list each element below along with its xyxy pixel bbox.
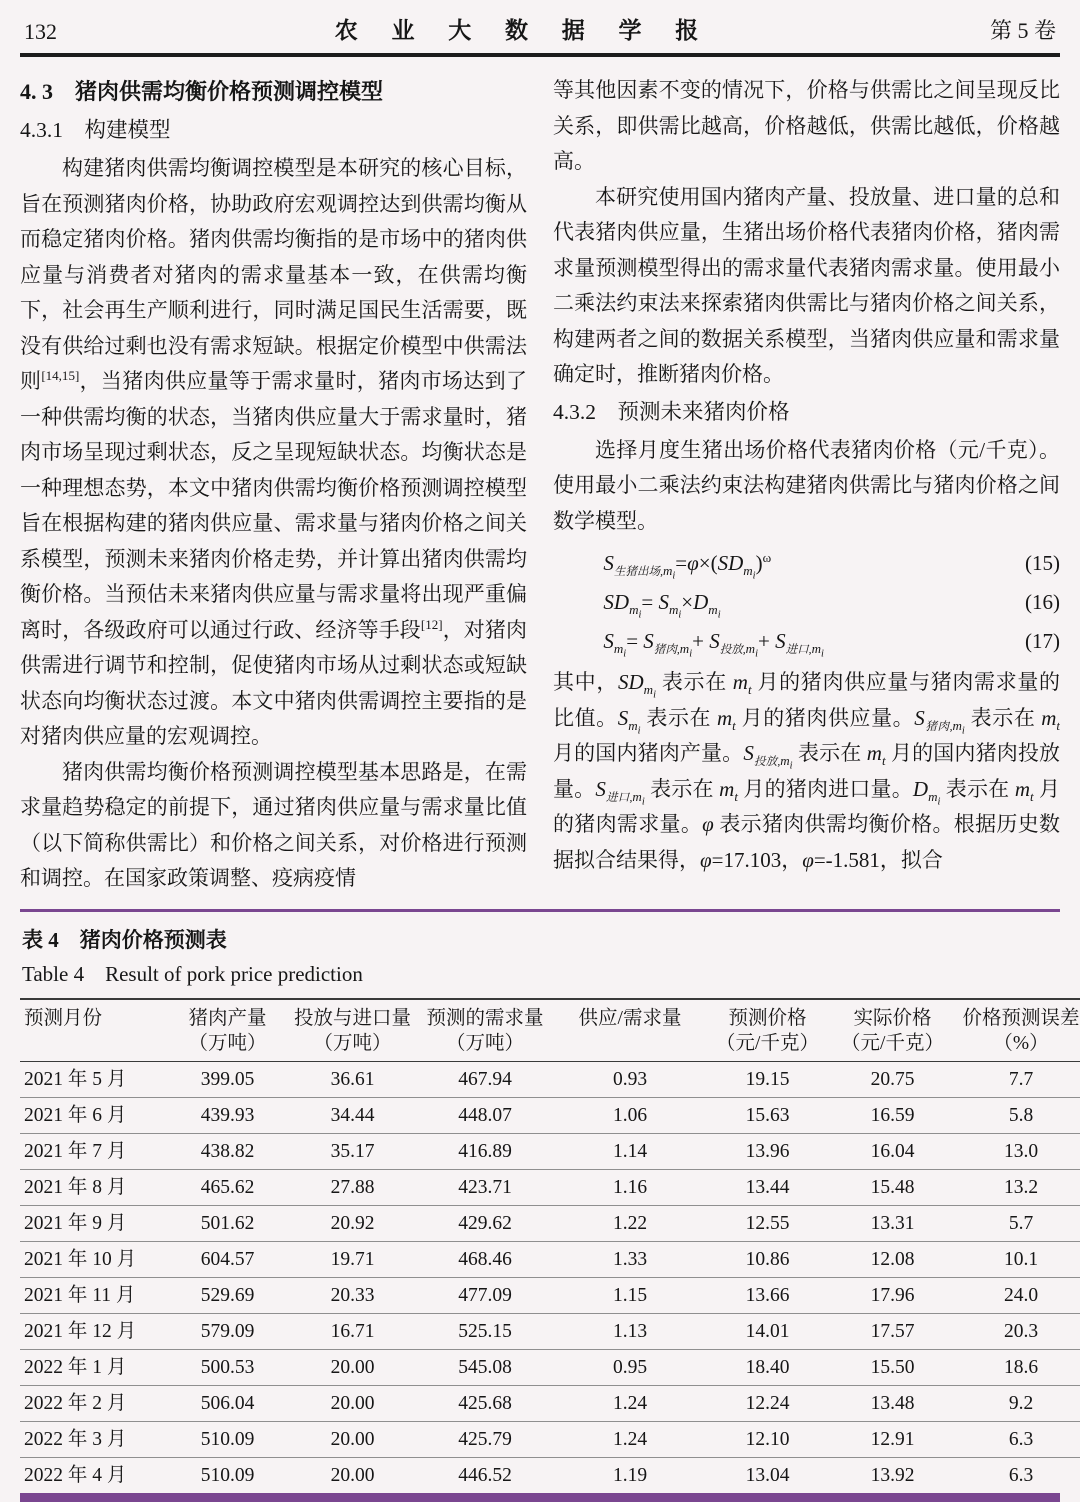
table-body xyxy=(20,1062,1080,1494)
table-cell: 2021 年 10 月 xyxy=(20,1242,170,1278)
table-cell: 604.57 xyxy=(170,1242,285,1278)
table-cell: 1.33 xyxy=(550,1242,710,1278)
table-cell: 2021 年 11 月 xyxy=(20,1278,170,1314)
table-cell: 425.68 xyxy=(420,1386,550,1422)
table-cell: 16.59 xyxy=(825,1098,960,1134)
table-cell: 0.95 xyxy=(550,1350,710,1386)
table-cell: 1.24 xyxy=(550,1386,710,1422)
table-cell: 20.75 xyxy=(825,1062,960,1098)
table-cell: 465.62 xyxy=(170,1170,285,1206)
table-section xyxy=(20,909,1080,1502)
table-cell: 7.7 xyxy=(960,1062,1080,1098)
table-cell: 1.14 xyxy=(550,1134,710,1170)
table-cell: 5.7 xyxy=(960,1206,1080,1242)
table-cell: 15.63 xyxy=(710,1098,825,1134)
section-heading-4-3-1: 4.3.1 构建模型 xyxy=(20,118,171,142)
table-cell: 16.71 xyxy=(285,1314,420,1350)
table-cell: 6.3 xyxy=(960,1422,1080,1458)
table-cell: 20.3 xyxy=(960,1314,1080,1350)
table-cell: 399.05 xyxy=(170,1062,285,1098)
column-header: 实际价格 （元/千克） xyxy=(825,999,960,1062)
table-cell: 416.89 xyxy=(420,1134,550,1170)
table-cell: 2022 年 2 月 xyxy=(20,1386,170,1422)
table-cell: 2022 年 4 月 xyxy=(24,1465,127,1486)
table-cell: 18.6 xyxy=(960,1350,1080,1386)
table-cell: 1.24 xyxy=(550,1422,710,1458)
table-row xyxy=(20,1422,1080,1458)
table-cell: 13.2 xyxy=(960,1170,1080,1206)
paragraph-price-selection: 选择月度生猪出场价格代表猪肉价格（元/千克）。使用最小二乘法约束法构建猪肉供需比与猪肉价格之间数学模型。 xyxy=(553,437,1060,533)
table-cell: 438.82 xyxy=(170,1134,285,1170)
table-cell: 448.07 xyxy=(420,1098,550,1134)
table-cell: 12.55 xyxy=(710,1206,825,1242)
table-cell: 12.24 xyxy=(710,1386,825,1422)
table-cell: 20.92 xyxy=(285,1206,420,1242)
table-cell: 2021 年 12 月 xyxy=(20,1314,170,1350)
table-cell: 510.09 xyxy=(170,1422,285,1458)
equation-17-body: $S_{m_i}= S_{猪肉,m_i}+ S_{投放,m_i}+ S_{进口,m_i}$ xyxy=(603,629,824,660)
section-heading-4-3-2: 4.3.2 预测未来猪肉价格 xyxy=(553,399,790,424)
column-header: 预测月份 xyxy=(20,999,170,1062)
table-cell: 12.91 xyxy=(825,1422,960,1458)
table-row xyxy=(20,1278,1080,1314)
table-bottom-accent-bar xyxy=(20,1493,1060,1502)
table-cell: 13.04 xyxy=(745,1465,790,1486)
table-cell: 10.1 xyxy=(960,1242,1080,1278)
table-cell: 0.93 xyxy=(550,1062,710,1098)
table-cell: 13.92 xyxy=(870,1465,915,1486)
table-row xyxy=(20,1170,1080,1206)
running-head xyxy=(20,0,1060,57)
table-header-row xyxy=(20,999,1080,1062)
table-cell: 5.8 xyxy=(960,1098,1080,1134)
right-column xyxy=(553,73,1060,895)
equation-17 xyxy=(553,626,1060,660)
article-body xyxy=(20,73,1060,895)
table-cell: 10.86 xyxy=(710,1242,825,1278)
column-header: 投放与进口量 （万吨） xyxy=(285,999,420,1062)
table-cell: 15.48 xyxy=(825,1170,960,1206)
table-cell: 20.33 xyxy=(285,1278,420,1314)
table-row xyxy=(20,1350,1080,1386)
table-cell: 13.66 xyxy=(710,1278,825,1314)
table-cell: 439.93 xyxy=(170,1098,285,1134)
table-cell: 6.3 xyxy=(1008,1465,1034,1486)
table-cell: 510.09 xyxy=(200,1465,255,1486)
table-row xyxy=(20,1386,1080,1422)
section-heading-4-3: 4. 3 猪肉供需均衡价格预测调控模型 xyxy=(20,79,384,104)
equation-15 xyxy=(553,548,1060,582)
left-column xyxy=(20,73,527,895)
table-cell: 35.17 xyxy=(285,1134,420,1170)
volume-label: 第 5 卷 xyxy=(989,18,1056,43)
table-cell: 1.13 xyxy=(550,1314,710,1350)
table-cell: 2022 年 1 月 xyxy=(20,1350,170,1386)
table-cell: 15.50 xyxy=(825,1350,960,1386)
table-cell: 468.46 xyxy=(420,1242,550,1278)
page-number: 132 xyxy=(24,19,57,44)
table-cell: 2022 年 3 月 xyxy=(20,1422,170,1458)
table-cell: 429.62 xyxy=(420,1206,550,1242)
table-cell: 14.01 xyxy=(710,1314,825,1350)
table-cell: 20.00 xyxy=(285,1386,420,1422)
equation-17-number: (17) xyxy=(1025,629,1060,653)
column-header: 供应/需求量 xyxy=(550,999,710,1062)
table-cell: 500.53 xyxy=(170,1350,285,1386)
table-cell: 19.15 xyxy=(710,1062,825,1098)
column-header: 预测价格 （元/千克） xyxy=(710,999,825,1062)
paragraph-model-construction: 构建猪肉供需均衡调控模型是本研究的核心目标，旨在预测猪肉价格，协助政府宏观调控达到供需均衡从而稳定猪肉价格。猪肉供需均衡指的是市场中的猪肉供应量与消费者对猪肉的需求量基本一致，在供需均衡下，社会再生产顺利进行，同时满足国民生活需要，既没有供给过剩也没有需求短缺。根据定价模型中供需法则[14,15]，当猪肉供应量等于需求量时，猪肉市场达到了一种供需均衡的状态，当猪肉供应量大于需求量时，猪肉市场呈现过剩状态，反之呈现短缺状态。均衡状态是一种理想态势，本文中猪肉供需均衡价格预测调控模型旨在根据构建的猪肉供应量、需求量与猪肉价格之间关系模型，预测未来猪肉价格走势，并计算出猪肉供需均衡价格。当预估未来猪肉供应量与需求量将出现严重偏离时，各级政府可以通过行政、经济等手段[12]，对猪肉供需进行调节和控制，促使猪肉市场从过剩状态或短缺状态向均衡状态过渡。本文中猪肉供需调控主要指的是对猪肉供应量的宏观调控。 xyxy=(20,156,528,748)
table-cell: 1.15 xyxy=(550,1278,710,1314)
table-cell: 17.57 xyxy=(825,1314,960,1350)
table-cell: 1.16 xyxy=(550,1170,710,1206)
table-cell: 477.09 xyxy=(420,1278,550,1314)
table-row xyxy=(20,1134,1080,1170)
pork-price-prediction-table xyxy=(20,998,1080,1493)
table-cell: 2021 年 7 月 xyxy=(20,1134,170,1170)
table-cell: 1.22 xyxy=(550,1206,710,1242)
table-top-accent-rule xyxy=(20,909,1060,912)
table-cell: 2021 年 5 月 xyxy=(20,1062,170,1098)
table-cell: 17.96 xyxy=(825,1278,960,1314)
table-cell: 1.06 xyxy=(550,1098,710,1134)
table-caption-zh: 表 4 猪肉价格预测表 xyxy=(22,928,227,952)
paragraph-basic-idea: 猪肉供需均衡价格预测调控模型基本思路是，在需求量趋势稳定的前提下，通过猪肉供应量与需求量比值（以下简称供需比）和价格之间关系，对价格进行预测和调控。在国家政策调整、疫病疫情 xyxy=(20,759,527,890)
table-header xyxy=(20,999,1080,1062)
paragraph-symbol-explanation: 其中，$SD_{m_i}$ 表示在 $m_t$ 月的猪肉供应量与猪肉需求量的比值。$S_{m_i}$ 表示在 $m_t$ 月的猪肉供应量。$S_{猪肉,m_i}$ 表示在 $m_t$ 月的国内猪肉产量。$S_{投放,m_i}$ 表示在 $m_t$ 月的国内猪肉投放量。$S_{进口,m_i}$ 表示在 $m_t$ 月的猪肉进口量。$D_{m_i}$ 表示在 $m_t$ 月的猪肉需求量。φ 表示猪肉供需均衡价格。根据历史数据拟合结果得，φ=17.103，φ=-1.581，拟合 xyxy=(553,670,1060,872)
equation-16 xyxy=(553,587,1060,621)
table-cell: 20.00 xyxy=(330,1465,375,1486)
table-row xyxy=(20,1458,1080,1494)
table-cell: 446.52 xyxy=(458,1465,512,1486)
table-row xyxy=(20,1314,1080,1350)
paragraph-continuation: 等其他因素不变的情况下，价格与供需比之间呈现反比关系，即供需比越高，价格越低，供需比越低，价格越高。 xyxy=(553,78,1060,173)
column-header: 猪肉产量 （万吨） xyxy=(170,999,285,1062)
table-cell: 12.08 xyxy=(825,1242,960,1278)
table-cell: 34.44 xyxy=(285,1098,420,1134)
table-cell: 20.00 xyxy=(285,1350,420,1386)
table-cell: 9.2 xyxy=(960,1386,1080,1422)
table-cell: 2021 年 6 月 xyxy=(20,1098,170,1134)
equation-15-number: (15) xyxy=(1025,551,1060,575)
table-row xyxy=(20,1062,1080,1098)
column-header: 预测的需求量 （万吨） xyxy=(420,999,550,1062)
table-cell: 501.62 xyxy=(170,1206,285,1242)
paragraph-research-data: 本研究使用国内猪肉产量、投放量、进口量的总和代表猪肉供应量，生猪出场价格代表猪肉价格，猪肉需求量预测模型得出的需求量代表猪肉需求量。使用最小二乘法约束法来探索猪肉供需比与猪肉价格之间关系，构建两者之间的数据关系模型，当猪肉供应量和需求量确定时，推断猪肉价格。 xyxy=(553,184,1060,386)
table-cell: 16.04 xyxy=(825,1134,960,1170)
table-cell: 579.09 xyxy=(170,1314,285,1350)
table-cell: 506.04 xyxy=(170,1386,285,1422)
equation-15-body: $S_{生猪出场,m_i}=\varphi\times(SD_{m_i})^\omega$ xyxy=(603,550,772,582)
table-cell: 2021 年 9 月 xyxy=(20,1206,170,1242)
table-cell: 545.08 xyxy=(420,1350,550,1386)
table-cell: 13.44 xyxy=(710,1170,825,1206)
table-cell: 425.79 xyxy=(420,1422,550,1458)
column-header: 价格预测误差 （%） xyxy=(960,999,1080,1062)
table-cell: 423.71 xyxy=(420,1170,550,1206)
table-cell: 13.0 xyxy=(960,1134,1080,1170)
table-cell: 18.40 xyxy=(710,1350,825,1386)
table-row xyxy=(20,1098,1080,1134)
equation-16-number: (16) xyxy=(1025,590,1060,614)
table-cell: 13.31 xyxy=(825,1206,960,1242)
table-cell: 13.48 xyxy=(825,1386,960,1422)
table-row xyxy=(20,1206,1080,1242)
table-cell: 525.15 xyxy=(420,1314,550,1350)
table-cell: 36.61 xyxy=(285,1062,420,1098)
table-cell: 2021 年 8 月 xyxy=(20,1170,170,1206)
table-cell: 13.96 xyxy=(710,1134,825,1170)
equation-16-body: $SD_{m_i}= S_{m_i}\times D_{m_i}$ xyxy=(603,590,721,621)
journal-title: 农 业 大 数 据 学 报 xyxy=(334,18,713,43)
table-row xyxy=(20,1242,1080,1278)
table-cell: 20.00 xyxy=(285,1422,420,1458)
table-cell: 27.88 xyxy=(285,1170,420,1206)
table-cell: 12.10 xyxy=(710,1422,825,1458)
table-cell: 24.0 xyxy=(960,1278,1080,1314)
table-cell: 19.71 xyxy=(285,1242,420,1278)
table-cell: 529.69 xyxy=(170,1278,285,1314)
table-caption-en: Table 4 Result of pork price prediction xyxy=(22,962,363,986)
table-cell: 467.94 xyxy=(420,1062,550,1098)
table-cell: 1.19 xyxy=(612,1465,648,1486)
